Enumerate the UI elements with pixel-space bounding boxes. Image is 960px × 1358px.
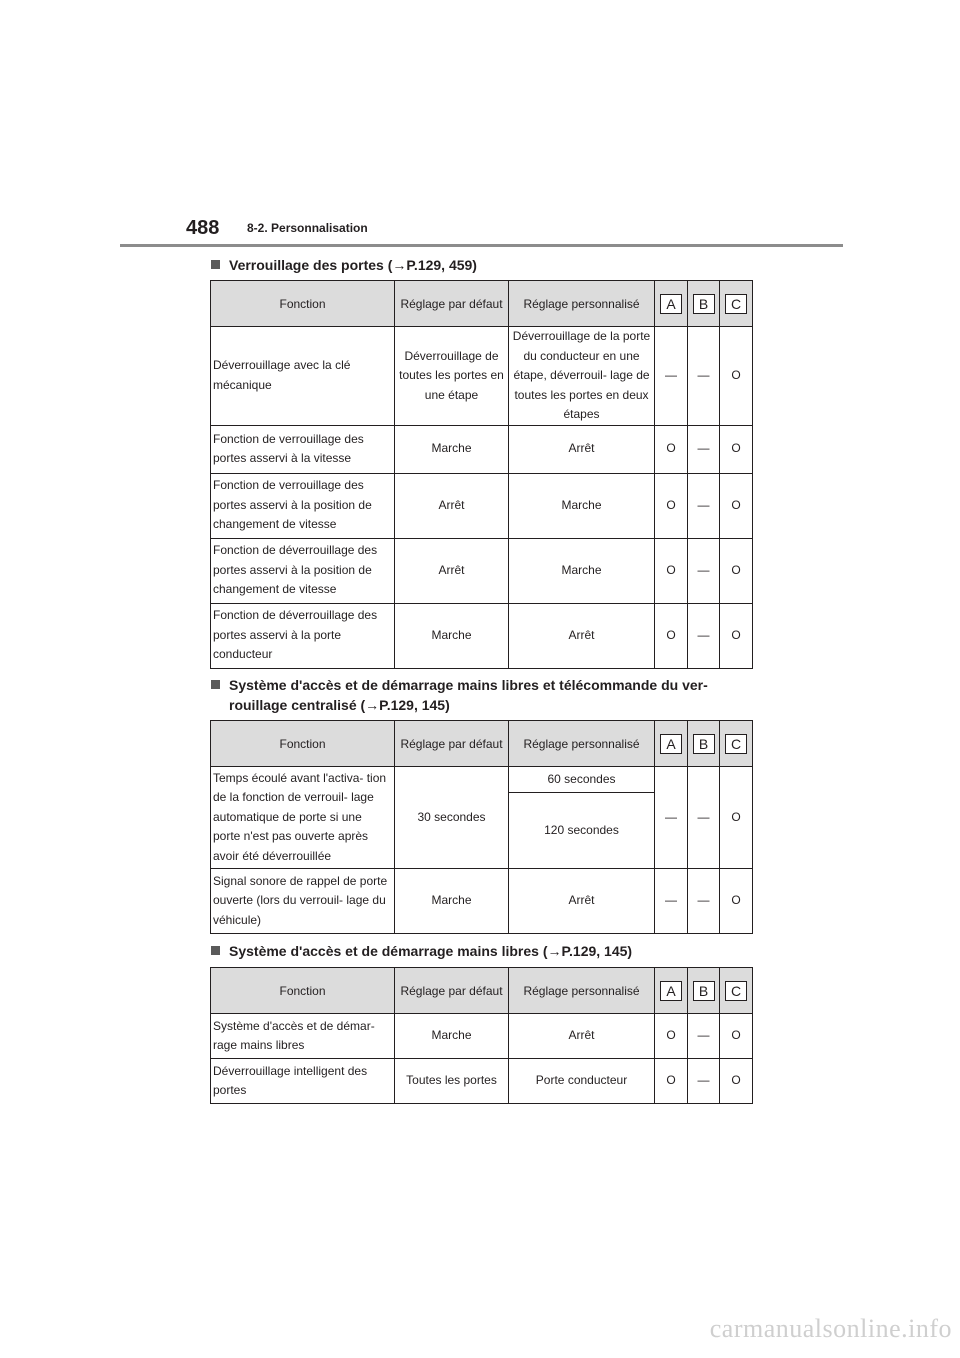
keyless-remote-table [210, 720, 753, 934]
header-b [688, 721, 720, 767]
header-c [720, 721, 753, 767]
header-a [655, 281, 688, 327]
table-row: Fonction de verrouillage des portes asservi à la vitesse Marche Arrêt O — O [211, 425, 753, 473]
table-header-row [211, 968, 753, 1014]
header-a [655, 721, 688, 767]
header-custom: Réglage personnalisé [509, 721, 655, 767]
letter-b-icon: B [693, 734, 715, 754]
section-heading-keyless-remote: Système d'accès et de démarrage mains libres et télécommande du ver- rouillage centralisé (→P.129, 145) [211, 675, 751, 715]
section-heading-door-lock: Verrouillage des portes (→P.129, 459) [211, 255, 751, 275]
header-b [688, 968, 720, 1014]
header-function: Fonction [211, 968, 395, 1014]
page-number: 488 [186, 217, 220, 239]
header-c [720, 968, 753, 1014]
letter-a-icon: A [660, 734, 682, 754]
header-a [655, 968, 688, 1014]
letter-c-icon: C [725, 734, 747, 754]
letter-b-icon: B [693, 981, 715, 1001]
table-header-row [211, 281, 753, 327]
letter-a-icon: A [660, 981, 682, 1001]
table-row: Système d'accès et de démar- rage mains libres Marche Arrêt O — O [211, 1014, 753, 1059]
header-c [720, 281, 753, 327]
table-header-row [211, 721, 753, 767]
watermark: carmanualsonline.info [709, 1314, 952, 1343]
letter-a-icon: A [660, 294, 682, 314]
table-row: Fonction de déverrouillage des portes asservi à la position de changement de vitesse Arrêt Marche O — O [211, 538, 753, 603]
page-reference-link[interactable]: P.129, 145) [561, 943, 633, 959]
letter-c-icon: C [725, 294, 747, 314]
square-bullet-icon [211, 946, 220, 955]
square-bullet-icon [211, 680, 220, 689]
header-function: Fonction [211, 721, 395, 767]
square-bullet-icon [211, 260, 220, 269]
header-default: Réglage par défaut [395, 281, 509, 327]
table-row: Signal sonore de rappel de porte ouverte (lors du verrouil- lage du véhicule) Marche Arrêt — — O [211, 869, 753, 934]
table-row: Fonction de déverrouillage des portes asservi à la porte conducteur Marche Arrêt O — O [211, 603, 753, 668]
table-row: Déverrouillage avec la clé mécanique Déverrouillage de toutes les portes en une étape Déverrouillage de la porte du conducteur en une étape, déverrouil- lage de toutes les portes en deux étapes — — O [211, 327, 753, 426]
header-custom: Réglage personnalisé [509, 281, 655, 327]
keyless-entry-table [210, 967, 753, 1104]
header-default: Réglage par défaut [395, 968, 509, 1014]
header-b [688, 281, 720, 327]
table-row: Temps écoulé avant l'activa- tion de la fonction de verrouil- lage automatique de porte si une porte n'est pas ouverte après avoir été déverrouillée 30 secondes 60 secondes — — O [211, 767, 753, 793]
letter-c-icon: C [725, 981, 747, 1001]
arrow-icon: → [365, 697, 380, 713]
table-row: Fonction de verrouillage des portes asservi à la position de changement de vitesse Arrêt Marche O — O [211, 473, 753, 538]
arrow-icon: → [547, 943, 562, 959]
page-reference-link[interactable]: P.129, 145) [379, 697, 450, 713]
header-default: Réglage par défaut [395, 721, 509, 767]
table-row: 120 secondes [211, 793, 753, 869]
arrow-icon: → [392, 257, 407, 273]
letter-b-icon: B [693, 294, 715, 314]
page-reference-link[interactable]: P.129, 459) [406, 257, 477, 273]
table-row: Déverrouillage intelligent des portes Toutes les portes Porte conducteur O — O [211, 1059, 753, 1104]
header-function: Fonction [211, 281, 395, 327]
door-lock-table [210, 280, 753, 669]
header-divider [120, 244, 843, 247]
section-label: 8-2. Personnalisation [247, 221, 368, 235]
section-heading-keyless-entry: Système d'accès et de démarrage mains libres (→P.129, 145) [211, 941, 751, 961]
header-custom: Réglage personnalisé [509, 968, 655, 1014]
